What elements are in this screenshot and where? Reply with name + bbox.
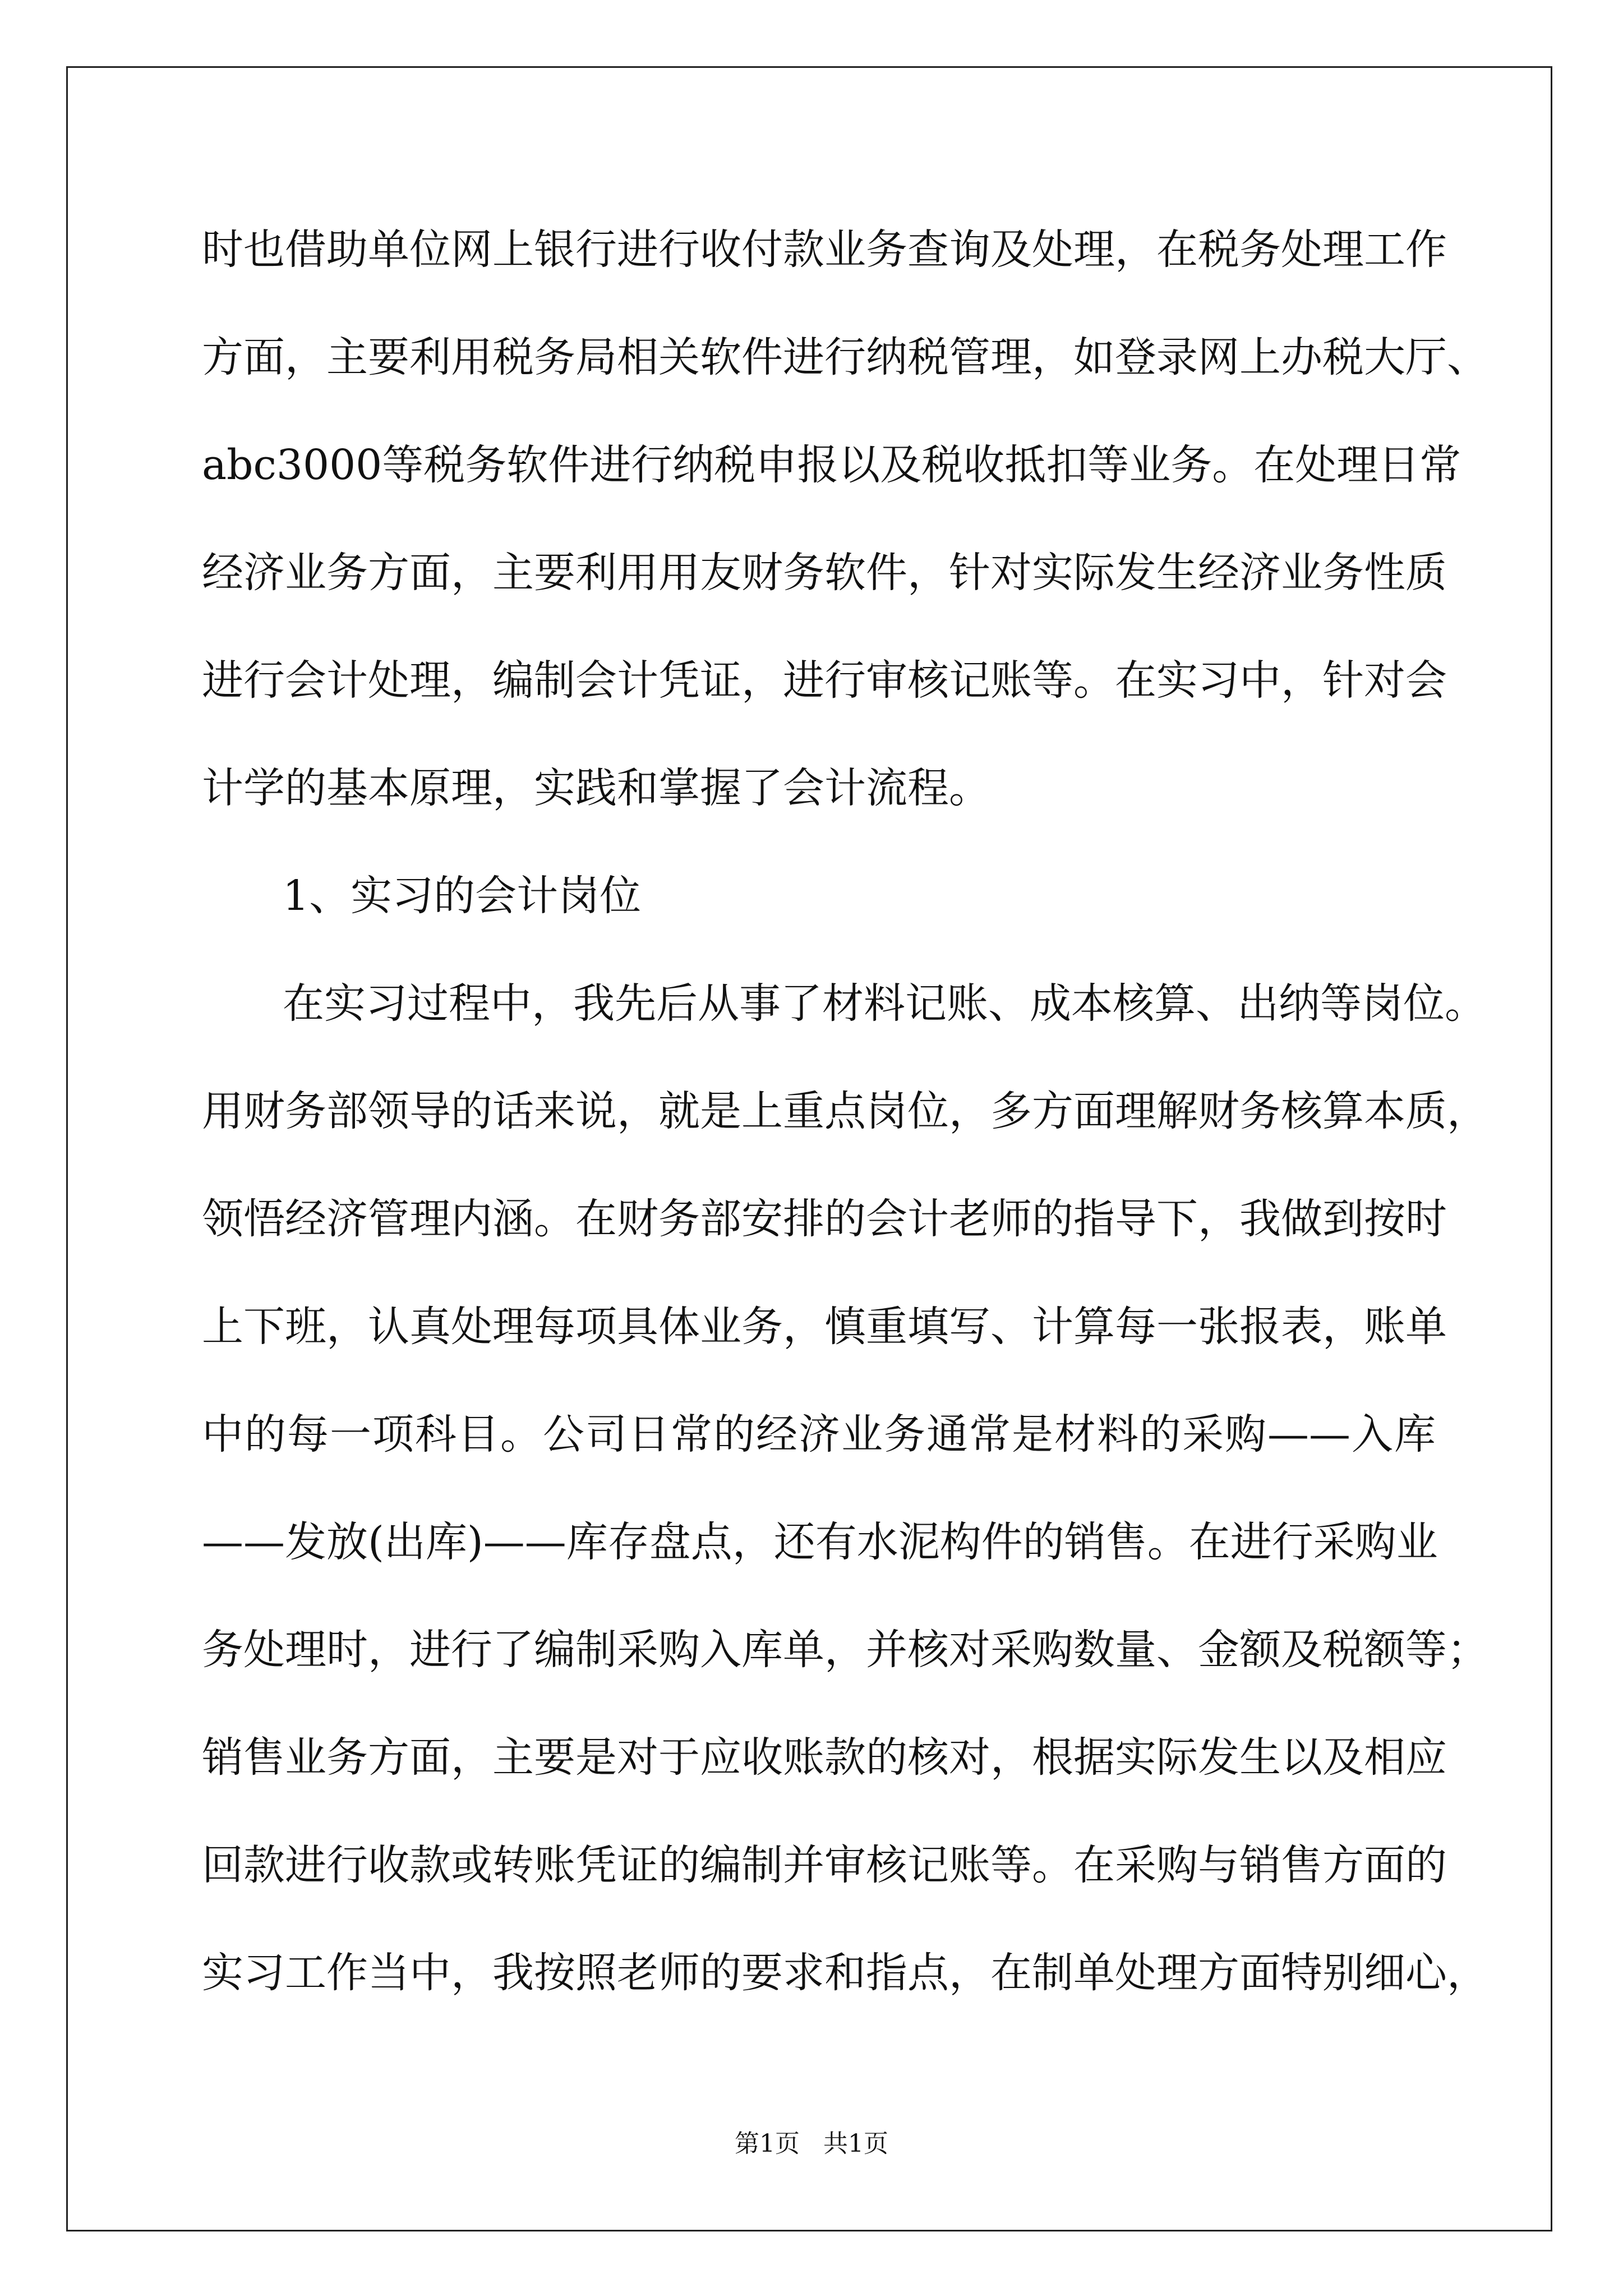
text-line: 中的每一项科目。公司日常的经济业务通常是材料的采购——入库 <box>202 1410 1436 1458</box>
text-line: 上下班，认真处理每项具体业务，慎重填写、计算每一张报表，账单 <box>202 1303 1447 1351</box>
text-line: 销售业务方面，主要是对于应收账款的核对，根据实际发生以及相应 <box>202 1733 1447 1782</box>
text-line: abc3000等税务软件进行纳税申报以及税收抵扣等业务。在处理日常 <box>202 441 1461 489</box>
text-line: 务处理时，进行了编制采购入库单，并核对采购数量、金额及税额等； <box>202 1626 1488 1674</box>
text-line: ——发放(出库)——库存盘点，还有水泥构件的销售。在进行采购业 <box>202 1518 1438 1566</box>
text-line: 时也借助单位网上银行进行收付款业务查询及处理，在税务处理工作 <box>202 226 1447 274</box>
text-line: 实习工作当中，我按照老师的要求和指点，在制单处理方面特别细心， <box>202 1949 1488 1997</box>
text-line: 回款进行收款或转账凭证的编制并审核记账等。在采购与销售方面的 <box>202 1841 1447 1889</box>
page-border <box>66 66 1552 2231</box>
text-line: 用财务部领导的话来说，就是上重点岗位，多方面理解财务核算本质， <box>202 1087 1488 1135</box>
page-footer: 第1页 共1页 <box>735 2129 888 2158</box>
text-line: 进行会计处理，编制会计凭证，进行审核记账等。在实习中，针对会 <box>202 656 1447 705</box>
text-line: 方面，主要利用税务局相关软件进行纳税管理，如登录网上办税大厅、 <box>202 333 1488 381</box>
text-line: 经济业务方面，主要利用用友财务软件，针对实际发生经济业务性质 <box>202 549 1447 597</box>
text-line: 计学的基本原理，实践和掌握了会计流程。 <box>202 764 990 812</box>
text-line: 领悟经济管理内涵。在财务部安排的会计老师的指导下，我做到按时 <box>202 1195 1447 1243</box>
text-line: 在实习过程中，我先后从事了材料记账、成本核算、出纳等岗位。 <box>283 979 1486 1028</box>
section-heading: 1、实习的会计岗位 <box>283 872 642 920</box>
